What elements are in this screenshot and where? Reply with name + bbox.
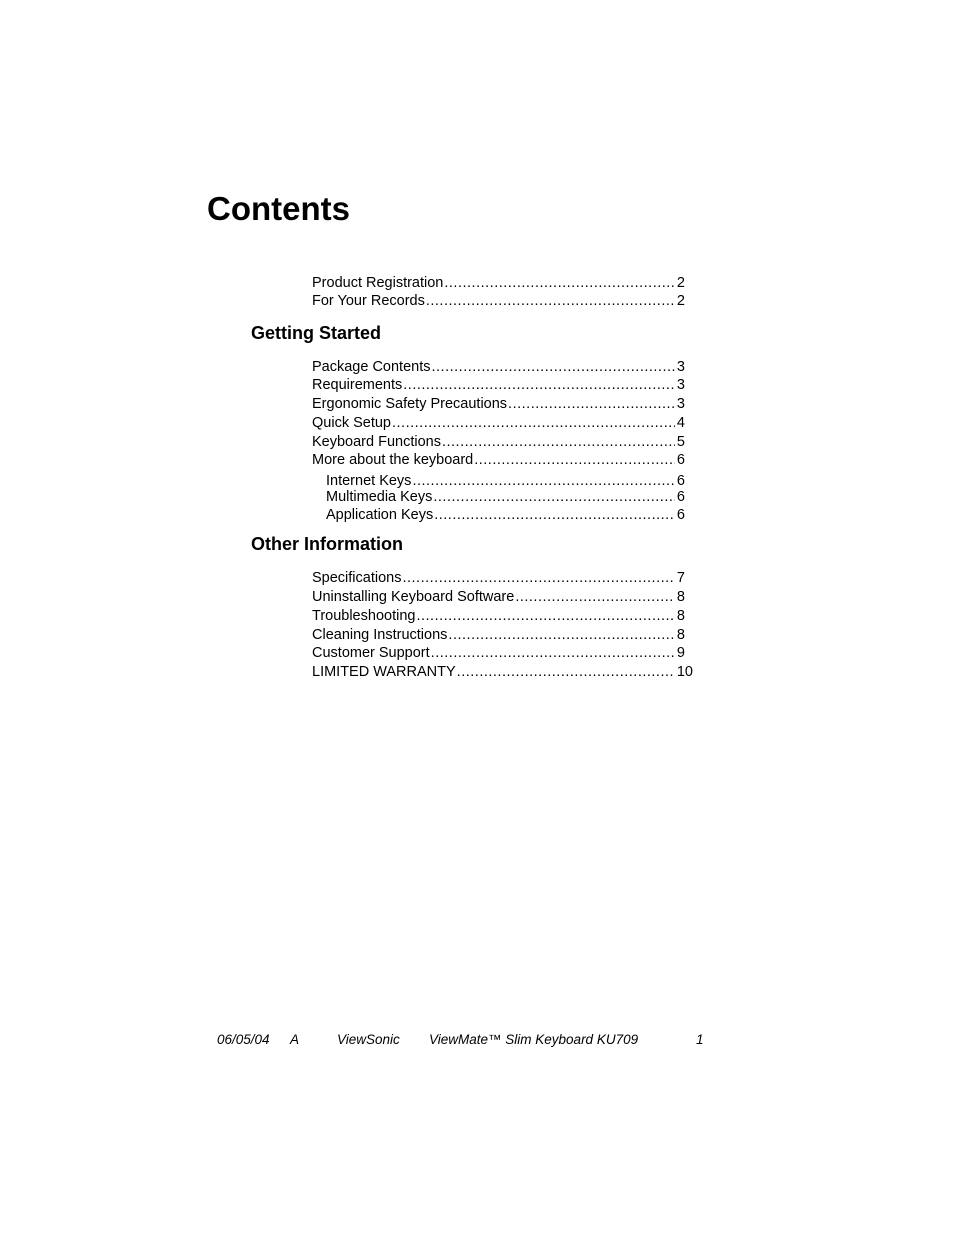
toc-leader-dots <box>416 607 674 625</box>
footer-revision: A <box>290 1032 300 1047</box>
toc-entry-more-about-keyboard[interactable] <box>312 451 685 469</box>
footer-product: ViewMate™ Slim Keyboard KU709 <box>429 1032 639 1047</box>
toc-entry-label: Internet Keys <box>326 473 412 489</box>
toc-entry-page: 10 <box>676 664 693 680</box>
toc-entry-page: 8 <box>676 589 685 605</box>
footer-company: ViewSonic <box>337 1032 400 1047</box>
toc-leader-dots <box>515 588 675 606</box>
toc-entry-label: Keyboard Functions <box>312 434 441 450</box>
toc-entry-package-contents[interactable] <box>312 358 685 376</box>
toc-entry-keyboard-functions[interactable] <box>312 433 685 451</box>
toc-subentry-application-keys[interactable] <box>326 506 685 524</box>
toc-entry-limited-warranty[interactable] <box>312 663 693 681</box>
footer-date: 06/05/04 <box>217 1032 270 1047</box>
toc-entry-label: Specifications <box>312 570 402 586</box>
toc-entry-page: 2 <box>676 275 685 291</box>
toc-leader-dots <box>448 626 675 644</box>
toc-entry-cleaning-instructions[interactable] <box>312 626 685 644</box>
toc-leader-dots <box>457 663 675 681</box>
toc-entry-customer-support[interactable] <box>312 644 685 662</box>
toc-leader-dots <box>403 376 675 394</box>
toc-entry-for-your-records[interactable] <box>312 292 685 310</box>
page-title: Contents <box>207 190 350 227</box>
toc-leader-dots <box>433 488 675 506</box>
toc-leader-dots <box>434 506 675 524</box>
toc-entry-page: 6 <box>676 489 685 505</box>
toc-entry-quick-setup[interactable] <box>312 414 685 432</box>
toc-entry-label: Cleaning Instructions <box>312 627 448 643</box>
toc-entry-uninstalling-software[interactable] <box>312 588 685 606</box>
toc-leader-dots <box>431 644 675 662</box>
toc-entry-page: 5 <box>676 434 685 450</box>
toc-entry-label: Package Contents <box>312 359 431 375</box>
toc-entry-page: 8 <box>676 608 685 624</box>
toc-entry-label: Troubleshooting <box>312 608 416 624</box>
toc-entry-label: More about the keyboard <box>312 452 474 468</box>
toc-entry-page: 9 <box>676 645 685 661</box>
toc-entry-page: 7 <box>676 570 685 586</box>
toc-entry-page: 6 <box>676 452 685 468</box>
toc-entry-product-registration[interactable] <box>312 274 685 292</box>
toc-leader-dots <box>442 433 675 451</box>
toc-leader-dots <box>444 274 675 292</box>
toc-entry-page: 6 <box>676 473 685 489</box>
toc-leader-dots <box>432 358 675 376</box>
section-heading-other-information: Other Information <box>251 534 403 554</box>
toc-entry-specifications[interactable] <box>312 569 685 587</box>
toc-entry-requirements[interactable] <box>312 376 685 394</box>
toc-entry-label: Multimedia Keys <box>326 489 433 505</box>
toc-entry-label: For Your Records <box>312 293 425 309</box>
toc-entry-page: 2 <box>676 293 685 309</box>
toc-entry-label: Uninstalling Keyboard Software <box>312 589 515 605</box>
toc-leader-dots <box>426 292 675 310</box>
footer-page-number: 1 <box>696 1032 704 1047</box>
toc-entry-page: 3 <box>676 396 685 412</box>
toc-entry-page: 3 <box>676 359 685 375</box>
section-heading-getting-started: Getting Started <box>251 323 382 343</box>
toc-entry-page: 3 <box>676 377 685 393</box>
toc-leader-dots <box>474 451 675 469</box>
toc-entry-label: Ergonomic Safety Precautions <box>312 396 508 412</box>
toc-subentry-multimedia-keys[interactable] <box>326 488 685 506</box>
toc-leader-dots <box>392 414 675 432</box>
toc-entry-label: Quick Setup <box>312 415 391 431</box>
toc-entry-page: 4 <box>676 415 685 431</box>
toc-entry-label: Application Keys <box>326 507 434 523</box>
toc-entry-label: LIMITED WARRANTY <box>312 664 456 680</box>
toc-entry-page: 6 <box>676 507 685 523</box>
toc-entry-troubleshooting[interactable] <box>312 607 685 625</box>
toc-entry-label: Customer Support <box>312 645 430 661</box>
toc-leader-dots <box>402 569 674 587</box>
toc-entry-label: Requirements <box>312 377 403 393</box>
toc-entry-label: Product Registration <box>312 275 444 291</box>
toc-entry-page: 8 <box>676 627 685 643</box>
toc-leader-dots <box>508 395 675 413</box>
toc-entry-ergonomic-safety[interactable] <box>312 395 685 413</box>
